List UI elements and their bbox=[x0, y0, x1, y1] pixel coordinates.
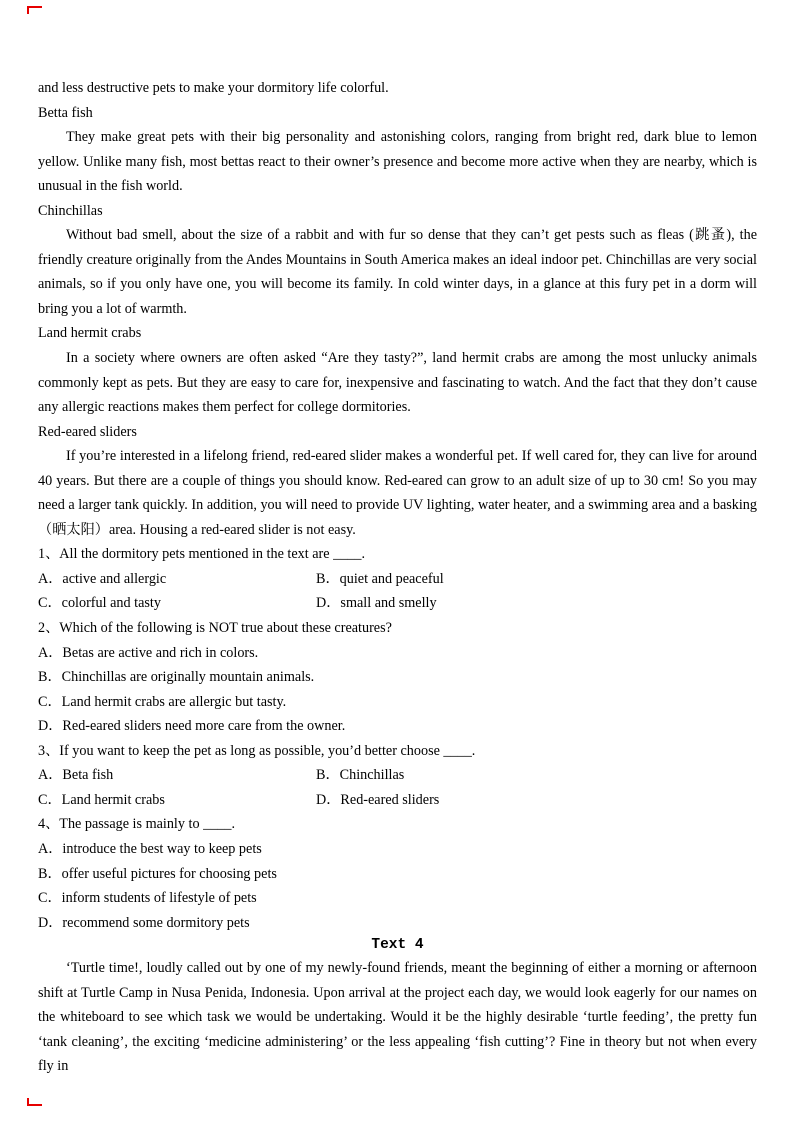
section-paragraph-land-hermit-crabs: In a society where owners are often asked “Are they tasty?”, land hermit crabs are among the most unlucky animals commonly kept as pets. But they are easy to care for, inexpensive and fascinating to watch. And the fact that they don’t cause any allergic reactions makes them perfect for college dormitories. bbox=[38, 350, 757, 416]
question-2-option-b: B．Chinchillas are originally mountain animals. bbox=[38, 669, 315, 686]
section-heading-chinchillas: Chinchillas bbox=[38, 202, 103, 219]
text4-heading: Text 4 bbox=[371, 937, 424, 954]
revision-mark-bottom bbox=[27, 1098, 42, 1106]
question-2-prompt: 2、Which of the following is NOT true about these creatures? bbox=[38, 620, 392, 637]
question-2-option-a: A．Betas are active and rich in colors. bbox=[38, 644, 259, 661]
question-1-option-c: C．colorful and tasty bbox=[38, 595, 161, 612]
question-2-option-c: C．Land hermit crabs are allergic but tasty. bbox=[38, 693, 287, 710]
intro-line: and less destructive pets to make your dormitory life colorful. bbox=[38, 80, 389, 96]
question-4-option-b: B．offer useful pictures for choosing pets bbox=[38, 865, 277, 882]
question-3-options-row-2 bbox=[38, 788, 757, 813]
text4-paragraph: ‘Turtle time!, loudly called out by one of my newly-found friends, meant the beginning of either a morning or afternoon shift at Turtle Camp in Nusa Penida, Indonesia. Upon arrival at the project each day, we would look eagerly for our names on the whiteboard to see which task we would be undertaking. Would it be the highly desirable ‘turtle feeding’, the pretty fun ‘tank cleaning’, the exciting ‘medicine administering’ or the less appealing ‘fish cutting’? Fine in theory but not when every fly in bbox=[38, 960, 757, 1075]
question-3-prompt: 3、If you want to keep the pet as long as possible, you’d better choose ____. bbox=[38, 742, 476, 759]
question-3-option-b: B．Chinchillas bbox=[316, 767, 405, 784]
question-2-option-d: D．Red-eared sliders need more care from the owner. bbox=[38, 718, 346, 735]
question-1-options-row-1 bbox=[38, 567, 757, 592]
question-4-option-c: C．inform students of lifestyle of pets bbox=[38, 890, 257, 907]
question-1-option-a: A．active and allergic bbox=[38, 570, 167, 587]
document-content bbox=[38, 76, 757, 1079]
question-4-option-a: A．introduce the best way to keep pets bbox=[38, 840, 262, 857]
question-1-option-d: D．small and smelly bbox=[316, 595, 437, 612]
question-3-options-row-1 bbox=[38, 763, 757, 788]
section-heading-betta-fish: Betta fish bbox=[38, 104, 93, 121]
question-1-options-row-2 bbox=[38, 591, 757, 616]
section-heading-land-hermit-crabs: Land hermit crabs bbox=[38, 325, 142, 342]
question-3-option-a: A．Beta fish bbox=[38, 767, 114, 784]
section-heading-red-eared-sliders: Red-eared sliders bbox=[38, 423, 137, 440]
section-paragraph-red-eared-sliders: If you’re interested in a lifelong friend, red-eared slider makes a wonderful pet. If well cared for, they can live for around 40 years. But there are a couple of things you should know. Red-eared can grow to an adult size of up to 30 cm! So you may need a larger tank quickly. In addition, you will need to provide UV lighting, water heater, and a swimming area and a basking（晒太阳）area. Housing a red-eared slider is not easy. bbox=[38, 448, 757, 538]
revision-mark-top bbox=[27, 6, 42, 14]
question-3-option-d: D．Red-eared sliders bbox=[316, 791, 440, 808]
question-3-option-c: C．Land hermit crabs bbox=[38, 791, 165, 808]
question-1-prompt: 1、All the dormitory pets mentioned in the text are ____. bbox=[38, 546, 366, 563]
section-paragraph-betta-fish: They make great pets with their big personality and astonishing colors, ranging from bright red, dark blue to lemon yellow. Unlike many fish, most bettas react to their owner’s presence and become more active when they are nearby, which is unusual in the fish world. bbox=[38, 129, 757, 195]
question-4-option-d: D．recommend some dormitory pets bbox=[38, 914, 250, 931]
question-1-option-b: B．quiet and peaceful bbox=[316, 570, 444, 587]
section-paragraph-chinchillas: Without bad smell, about the size of a rabbit and with fur so dense that they can’t get pests such as fleas (跳蚤), the friendly creature originally from the Andes Mountains in South America makes an ideal indoor pet. Chinchillas are very social animals, so if you only have one, you will become its family. In cold winter days, in a glance at this fury pet in a dorm will bring you a lot of warmth. bbox=[38, 227, 757, 317]
question-4-prompt: 4、The passage is mainly to ____. bbox=[38, 816, 236, 833]
